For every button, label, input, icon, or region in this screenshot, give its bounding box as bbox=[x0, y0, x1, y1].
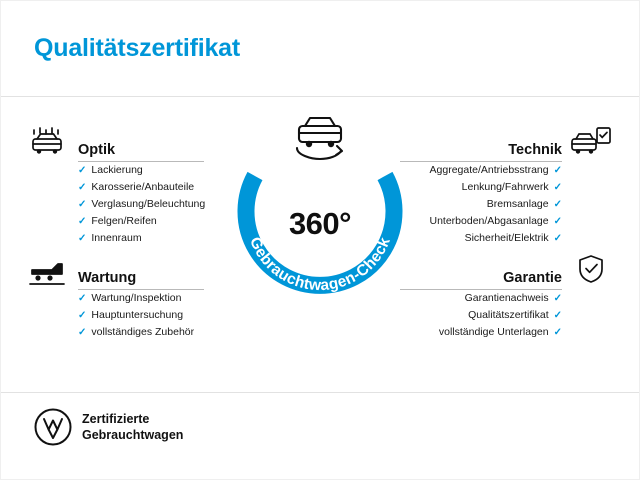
check-icon: ✓ bbox=[78, 199, 87, 210]
svg-text:Gebrauchtwagen-Check: Gebrauchtwagen-Check bbox=[246, 234, 394, 295]
list-item-label: Sicherheit/Elektrik bbox=[464, 232, 549, 244]
block-garantie-title: Garantie bbox=[503, 270, 562, 286]
list-item bbox=[400, 213, 614, 230]
block-garantie-header bbox=[400, 256, 614, 290]
list-item-label: Garantienachweis bbox=[464, 292, 549, 304]
list-item-label: Bremsanlage bbox=[486, 198, 549, 210]
list-item-label: Hauptuntersuchung bbox=[91, 309, 184, 321]
list-item bbox=[400, 230, 614, 247]
block-garantie bbox=[400, 256, 614, 341]
check-icon: ✓ bbox=[78, 165, 87, 176]
check-icon: ✓ bbox=[78, 216, 87, 227]
check-icon: ✓ bbox=[78, 310, 87, 321]
check-icon: ✓ bbox=[78, 327, 87, 338]
list-item-label: Karosserie/Anbauteile bbox=[91, 181, 195, 193]
check-icon: ✓ bbox=[78, 233, 87, 244]
block-wartung-title: Wartung bbox=[78, 270, 137, 286]
block-optik bbox=[26, 128, 204, 247]
list-item-label: Lenkung/Fahrwerk bbox=[461, 181, 549, 193]
block-optik-rule bbox=[78, 161, 204, 163]
list-item bbox=[26, 290, 204, 307]
list-item-label: Innenraum bbox=[91, 232, 142, 244]
block-optik-list bbox=[26, 162, 204, 247]
block-wartung-header bbox=[26, 256, 204, 290]
footer-line1: Zertifizierte bbox=[82, 412, 150, 426]
shield-check-icon bbox=[568, 250, 614, 290]
block-technik-list bbox=[400, 162, 614, 247]
list-item-label: Unterboden/Abgasanlage bbox=[429, 215, 549, 227]
check-icon: ✓ bbox=[553, 293, 562, 304]
list-item-label: vollständige Unterlagen bbox=[438, 326, 549, 338]
list-item bbox=[26, 162, 204, 179]
list-item bbox=[26, 230, 204, 247]
footer-text bbox=[82, 411, 183, 443]
block-wartung-list bbox=[26, 290, 204, 341]
check-icon: ✓ bbox=[553, 233, 562, 244]
list-item-label: Felgen/Reifen bbox=[91, 215, 157, 227]
block-technik-header bbox=[400, 128, 614, 162]
block-garantie-rule bbox=[400, 289, 562, 291]
car-wash-icon bbox=[26, 122, 72, 162]
check-icon: ✓ bbox=[553, 216, 562, 227]
block-technik bbox=[400, 128, 614, 247]
list-item bbox=[400, 179, 614, 196]
list-item bbox=[26, 213, 204, 230]
block-garantie-list bbox=[400, 290, 614, 341]
list-item bbox=[400, 307, 614, 324]
car-360-icon bbox=[285, 108, 355, 175]
badge-center-label: 360° bbox=[288, 206, 352, 241]
footer-divider bbox=[0, 392, 640, 393]
block-technik-title: Technik bbox=[508, 142, 562, 158]
check-icon: ✓ bbox=[553, 199, 562, 210]
check-icon: ✓ bbox=[553, 327, 562, 338]
list-item bbox=[400, 162, 614, 179]
badge-360-gebrauchtwagen-check bbox=[222, 118, 418, 314]
list-item bbox=[400, 196, 614, 213]
check-icon: ✓ bbox=[553, 310, 562, 321]
car-checklist-icon bbox=[568, 122, 614, 162]
list-item-label: Verglasung/Beleuchtung bbox=[91, 198, 206, 210]
block-technik-rule bbox=[400, 161, 562, 163]
block-wartung bbox=[26, 256, 204, 341]
list-item bbox=[26, 324, 204, 341]
vw-logo bbox=[34, 408, 72, 446]
footer-line2: Gebrauchtwagen bbox=[82, 428, 184, 442]
check-icon: ✓ bbox=[78, 293, 87, 304]
page-title: Qualitätszertifikat bbox=[34, 34, 240, 62]
list-item bbox=[26, 196, 204, 213]
list-item bbox=[26, 307, 204, 324]
check-icon: ✓ bbox=[78, 182, 87, 193]
footer bbox=[34, 408, 183, 446]
car-lift-icon bbox=[26, 250, 72, 290]
list-item-label: Qualitätszertifikat bbox=[468, 309, 549, 321]
list-item-label: Aggregate/Antriebsstrang bbox=[429, 164, 549, 176]
list-item bbox=[26, 179, 204, 196]
list-item-label: Lackierung bbox=[91, 164, 143, 176]
block-optik-header bbox=[26, 128, 204, 162]
block-wartung-rule bbox=[78, 289, 204, 291]
block-optik-title: Optik bbox=[78, 142, 116, 158]
list-item bbox=[400, 290, 614, 307]
check-icon: ✓ bbox=[553, 165, 562, 176]
list-item-label: vollständiges Zubehör bbox=[91, 326, 195, 338]
list-item-label: Wartung/Inspektion bbox=[91, 292, 182, 304]
title-divider bbox=[0, 96, 640, 97]
list-item bbox=[400, 324, 614, 341]
check-icon: ✓ bbox=[553, 182, 562, 193]
